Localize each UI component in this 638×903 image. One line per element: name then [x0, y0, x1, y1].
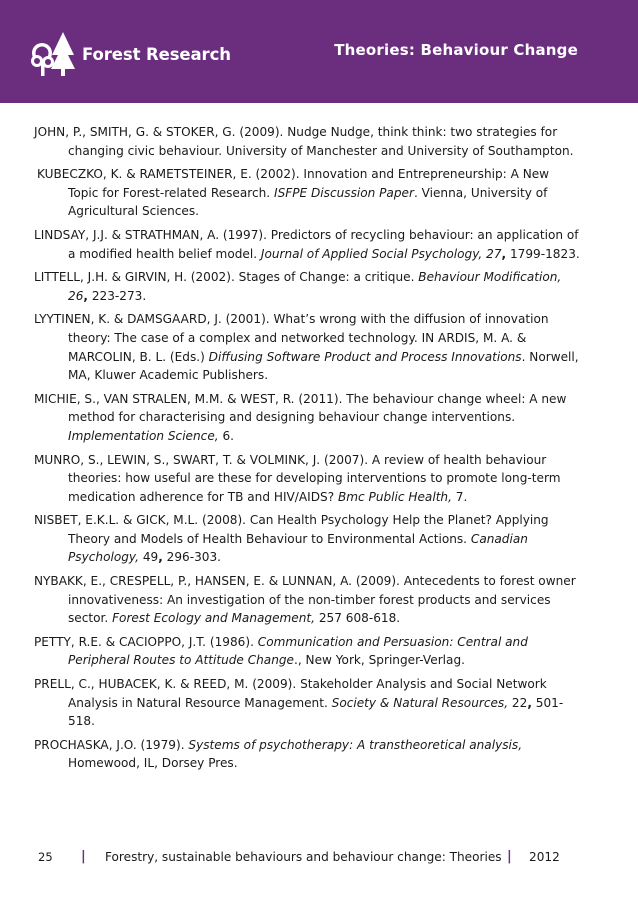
reference-text: 257 608-618.	[314, 611, 401, 626]
reference-text: NYBAKK, E., CRESPELL, P., HANSEN, E. & LUNNAN, A. (2009). Antecedents to forest owner innovativeness: An investigation of the non-timber forest products and services sector.	[34, 574, 576, 626]
reference-text: PETTY, R.E. & CACIOPPO, J.T. (1986).	[34, 634, 258, 649]
reference-bold-text: ,	[158, 550, 163, 565]
footer-separator: |	[507, 849, 512, 864]
reference-bold-text: ,	[83, 288, 88, 303]
reference-text: PROCHASKA, J.O. (1979).	[34, 737, 189, 752]
reference-entry	[34, 736, 582, 773]
reference-italic-text: Canadian Psychology,	[68, 531, 528, 565]
reference-list	[34, 123, 582, 778]
reference-italic-text: Society & Natural Resources,	[331, 695, 509, 710]
reference-italic-text: Communication and Persuasion: Central and Peripheral Routes to Attitude Change	[68, 634, 528, 668]
reference-bold-text: ,	[527, 695, 532, 710]
reference-italic-text: Diffusing Software Product and Process Innovations	[208, 349, 522, 364]
reference-italic-text: Implementation Science,	[68, 428, 219, 443]
reference-text: PRELL, C., HUBACEK, K. & REED, M. (2009). Stakeholder Analysis and Social Network Analysis in Natural Resource Management.	[34, 677, 547, 710]
reference-text: LITTELL, J.H. & GIRVIN, H. (2002). Stages of Change: a critique.	[34, 270, 419, 285]
reference-entry	[34, 633, 582, 670]
reference-text: LINDSAY, J.J. & STRATHMAN, A. (1997). Predictors of recycling behaviour: an application of a modified health belief model.	[34, 227, 579, 261]
reference-entry	[34, 165, 582, 221]
page-header	[0, 0, 638, 103]
reference-text: 49	[138, 550, 159, 565]
reference-entry	[34, 572, 582, 628]
reference-entry	[34, 451, 582, 507]
reference-italic-text: ISFPE Discussion Paper	[274, 185, 414, 200]
reference-italic-text: 27	[486, 246, 502, 261]
reference-text: 501-518.	[68, 695, 564, 729]
reference-italic-text: Bmc Public Health,	[337, 489, 452, 504]
reference-text: 22	[508, 695, 528, 710]
reference-text: 7.	[451, 489, 468, 504]
reference-entry	[34, 675, 582, 731]
reference-entry	[34, 390, 582, 446]
reference-italic-text: Forest Ecology and Management,	[112, 611, 315, 626]
reference-italic-text: Systems of psychotherapy: A transtheoretical analysis,	[188, 737, 523, 752]
reference-text: NISBET, E.K.L. & GICK, M.L. (2008). Can Health Psychology Help the Planet? Applying Theory and Models of Health Behaviour to Environmental Actions.	[34, 513, 549, 546]
reference-text: JOHN, P., SMITH, G. & STOKER, G. (2009). Nudge Nudge, think think: two strategies for changing civic behaviour. University of Manchester and University of Southampton.	[34, 125, 574, 158]
reference-text: Homewood, IL, Dorsey Pres.	[68, 756, 238, 771]
reference-bold-text: ,	[501, 246, 507, 261]
reference-entry	[34, 268, 582, 305]
footer-title: Forestry, sustainable behaviours and behaviour change: Theories	[105, 850, 502, 864]
reference-text: . Vienna, University of Agricultural Sciences.	[68, 185, 548, 219]
reference-italic-text: Behaviour Modification,	[418, 270, 562, 285]
reference-text: KUBECZKO, K. & RAMETSTEINER, E. (2002). Innovation and Entrepreneurship: A New Topic for Forest-related Research.	[37, 167, 550, 200]
reference-text: . Norwell, MA, Kluwer Academic Publishers.	[68, 349, 579, 383]
reference-entry	[34, 511, 582, 567]
reference-text: 1799-1823.	[506, 246, 580, 261]
reference-text: LYYTINEN, K. & DAMSGAARD, J. (2001). What’s wrong with the diffusion of innovation theory: The case of a complex and networked technology. IN ARDIS, M. A. & MARCOLIN, B. L. (Eds.)	[34, 312, 549, 364]
footer-separator: |	[81, 849, 86, 864]
tree-logo-icon	[30, 31, 76, 77]
footer-year: 2012	[529, 850, 560, 864]
reference-entry	[34, 123, 582, 160]
reference-text: 6.	[218, 428, 234, 443]
reference-italic-text: 26	[68, 288, 84, 303]
forest-research-logo	[30, 30, 231, 78]
page-number: 25	[38, 850, 53, 864]
page-footer	[0, 850, 638, 868]
reference-entry	[34, 310, 582, 384]
reference-text: 223-273.	[88, 288, 147, 303]
logo-text: Forest Research	[82, 44, 231, 64]
reference-text: MUNRO, S., LEWIN, S., SWART, T. & VOLMINK, J. (2007). A review of health behaviour theories: how useful are these for developing interventions to promote long-term medication adherence for TB and HIV/AIDS?	[34, 452, 561, 504]
reference-text: ., New York, Springer-Verlag.	[294, 653, 465, 668]
reference-entry	[34, 226, 582, 263]
page-title: Theories: Behaviour Change	[334, 41, 578, 59]
reference-italic-text: Journal of Applied Social Psychology,	[260, 246, 483, 261]
reference-text: 296-303.	[162, 550, 222, 565]
reference-text: MICHIE, S., VAN STRALEN, M.M. & WEST, R. (2011). The behaviour change wheel: A new method for characterising and designing behaviour change interventions.	[34, 391, 567, 425]
